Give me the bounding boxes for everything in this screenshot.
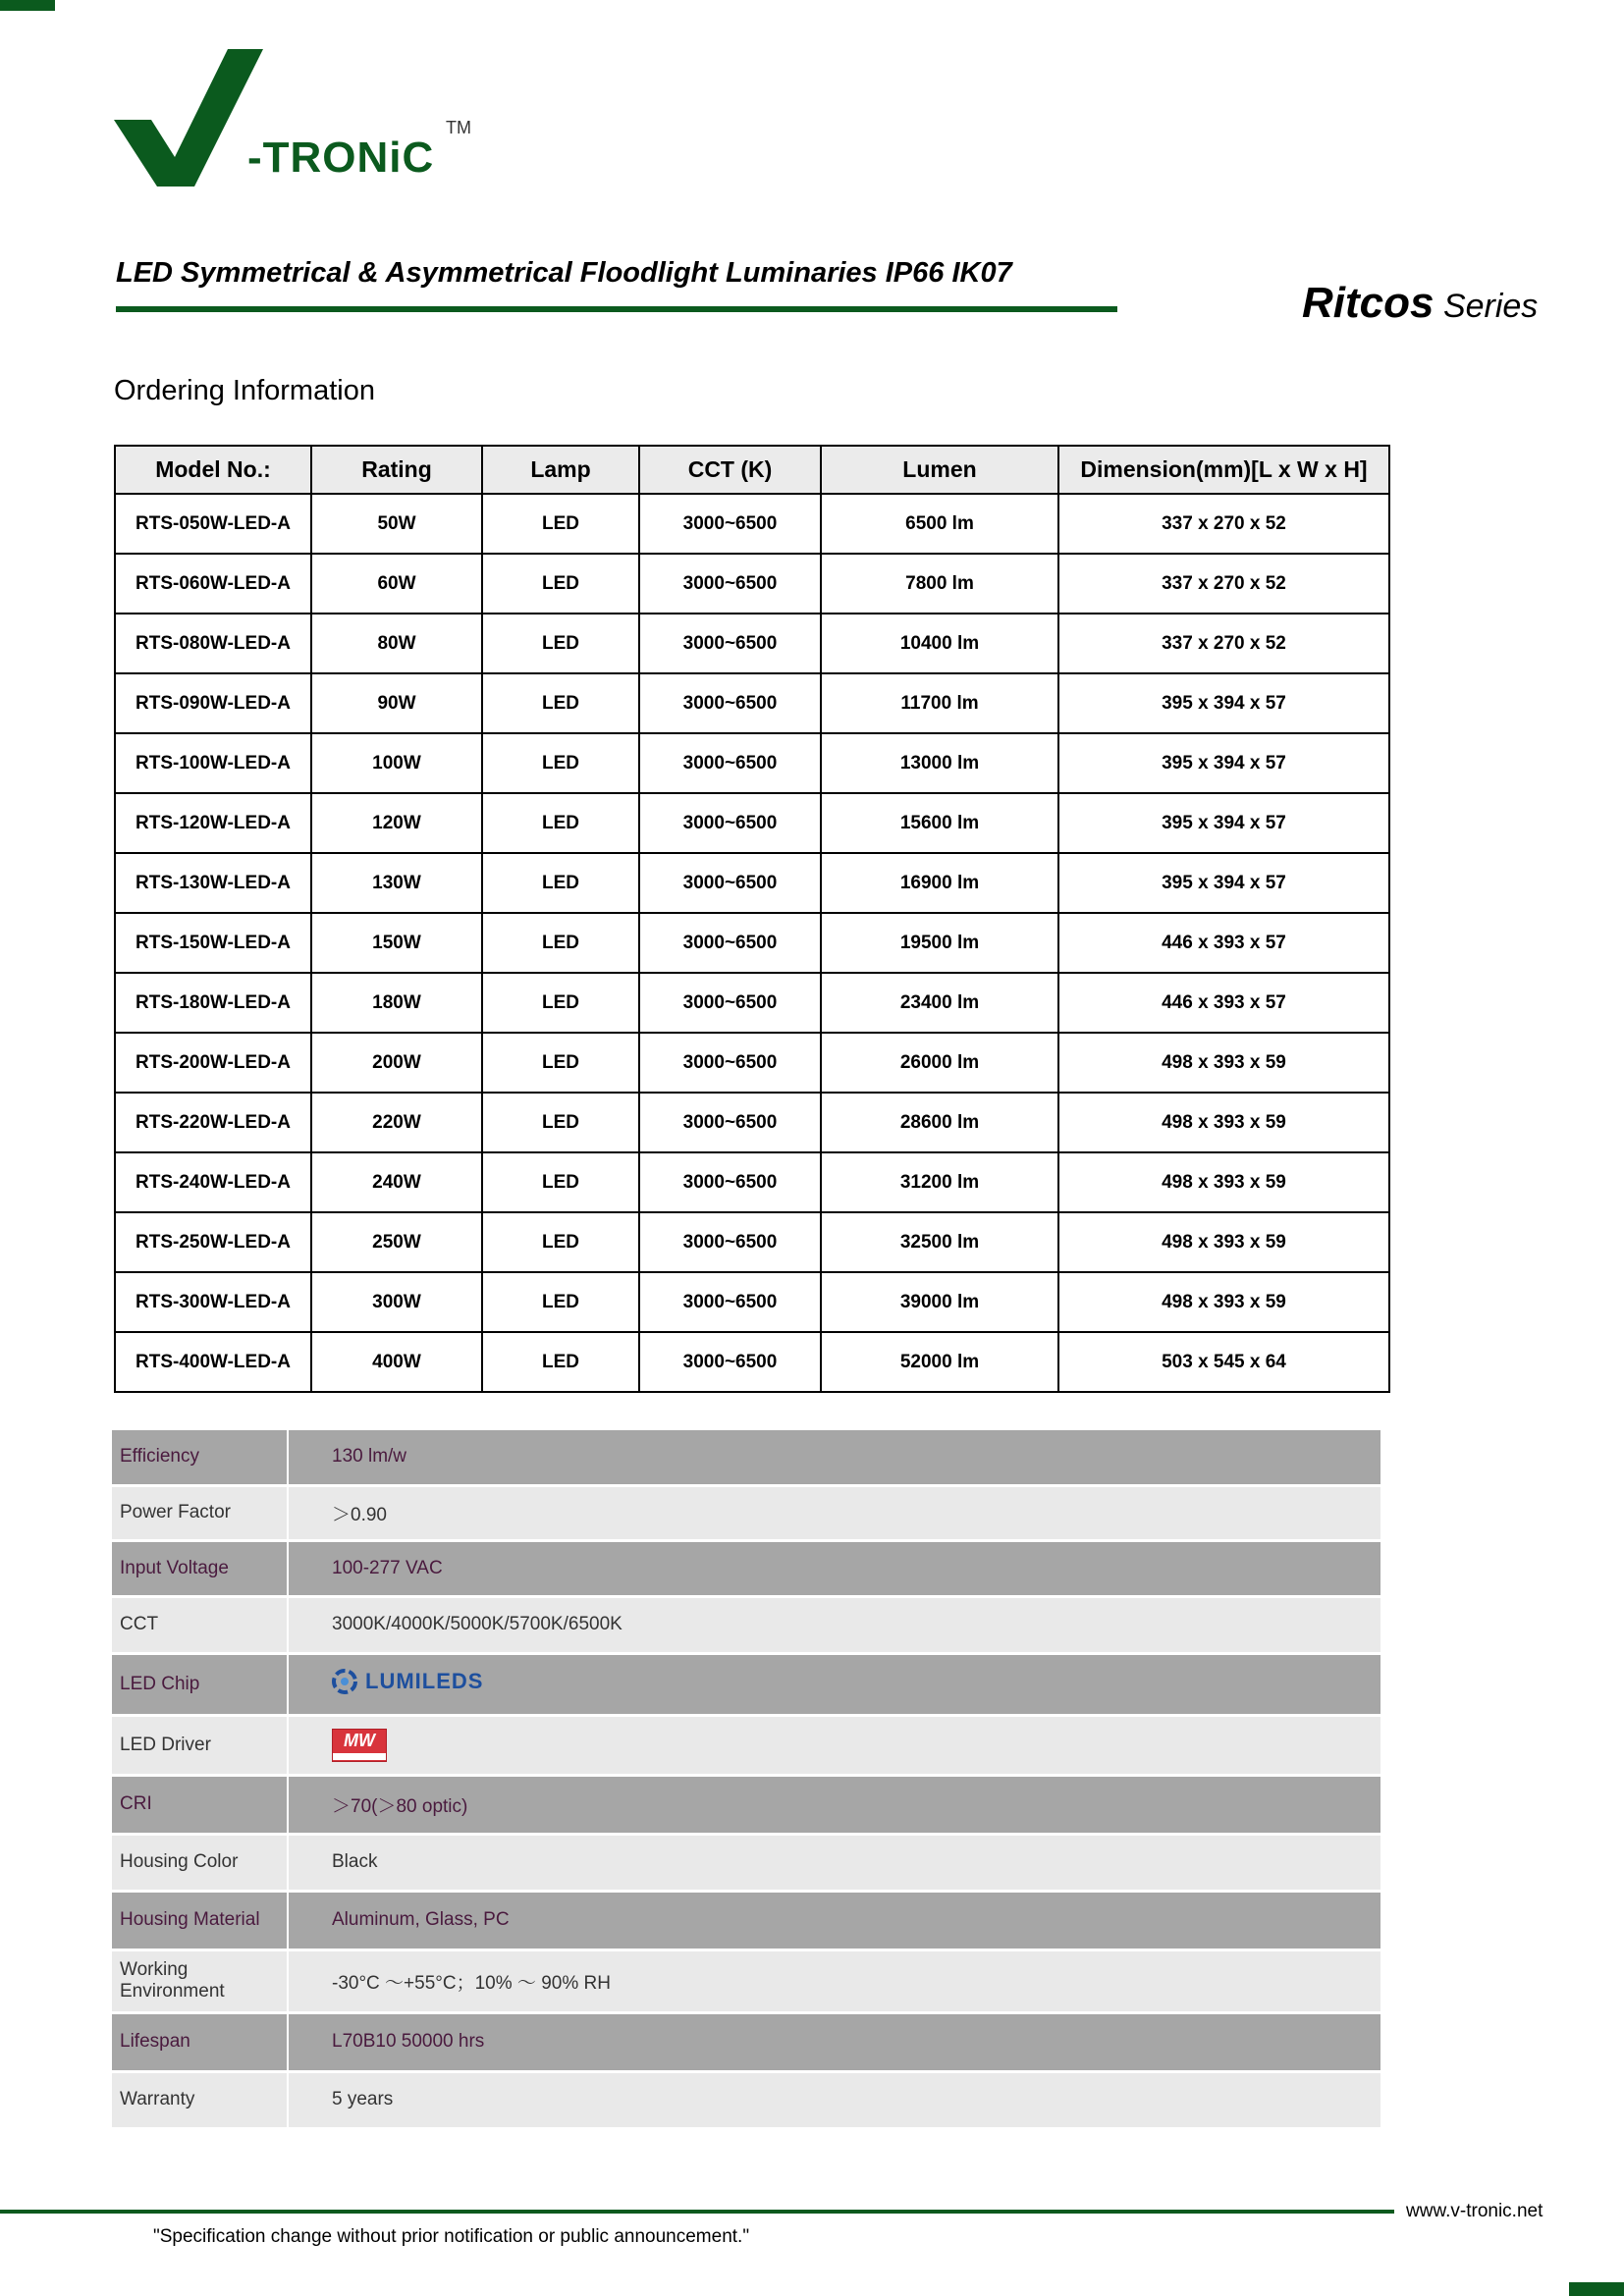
header-cct: CCT (K): [639, 446, 821, 494]
cell-rating: 150W: [311, 913, 482, 973]
corner-accent-bottom: [1569, 2282, 1624, 2296]
cell-cct: 3000~6500: [639, 1272, 821, 1332]
spec-row: [112, 1540, 1380, 1596]
table-row: [115, 494, 1389, 554]
spec-row: [112, 1891, 1380, 1949]
cell-lumen: 7800 lm: [821, 554, 1058, 614]
logo-text: -TRONiC: [247, 133, 435, 182]
cell-lumen: 26000 lm: [821, 1033, 1058, 1093]
table-row: [115, 793, 1389, 853]
cell-dimension: 498 x 393 x 59: [1058, 1212, 1389, 1272]
series-title: [1302, 279, 1538, 328]
table-row: [115, 614, 1389, 673]
cell-dimension: 395 x 394 x 57: [1058, 793, 1389, 853]
cell-cct: 3000~6500: [639, 973, 821, 1033]
table-row: [115, 554, 1389, 614]
footer-rule: [0, 2210, 1394, 2214]
cell-cct: 3000~6500: [639, 554, 821, 614]
spec-value: 100-277 VAC: [288, 1540, 1380, 1596]
ordering-table-header: [115, 446, 1389, 494]
cell-dimension: 498 x 393 x 59: [1058, 1272, 1389, 1332]
cell-cct: 3000~6500: [639, 1212, 821, 1272]
spec-label: Housing Material: [112, 1891, 288, 1949]
cell-cct: 3000~6500: [639, 614, 821, 673]
cell-rating: 60W: [311, 554, 482, 614]
cell-lamp: LED: [482, 1332, 639, 1392]
cell-lumen: 10400 lm: [821, 614, 1058, 673]
table-row: [115, 1033, 1389, 1093]
spec-label: Warranty: [112, 2071, 288, 2128]
cell-dimension: 498 x 393 x 59: [1058, 1152, 1389, 1212]
footer-website-link[interactable]: www.v-tronic.net: [1406, 2201, 1543, 2221]
cell-dimension: 395 x 394 x 57: [1058, 853, 1389, 913]
cell-lumen: 15600 lm: [821, 793, 1058, 853]
cell-lamp: LED: [482, 793, 639, 853]
cell-rating: 200W: [311, 1033, 482, 1093]
spec-value: 130 lm/w: [288, 1430, 1380, 1485]
spec-label: Power Factor: [112, 1485, 288, 1540]
spec-label: LED Driver: [112, 1715, 288, 1775]
table-row: [115, 1152, 1389, 1212]
cell-model: RTS-300W-LED-A: [115, 1272, 311, 1332]
cell-lamp: LED: [482, 1093, 639, 1152]
cell-dimension: 446 x 393 x 57: [1058, 973, 1389, 1033]
cell-rating: 180W: [311, 973, 482, 1033]
header-dimension: Dimension(mm)[L x W x H]: [1058, 446, 1389, 494]
section-title: Ordering Information: [114, 375, 375, 406]
meanwell-logo-text: MW: [344, 1730, 375, 1750]
cell-model: RTS-100W-LED-A: [115, 733, 311, 793]
series-suffix: Series: [1442, 288, 1539, 325]
header-rating: Rating: [311, 446, 482, 494]
spec-value: Black: [288, 1834, 1380, 1891]
spec-row: [112, 1596, 1380, 1653]
spec-value: L70B10 50000 hrs: [288, 2012, 1380, 2071]
series-name: Ritcos: [1302, 279, 1435, 327]
lumileds-swirl-icon: [332, 1669, 357, 1694]
cell-model: RTS-150W-LED-A: [115, 913, 311, 973]
cell-lamp: LED: [482, 733, 639, 793]
cell-lumen: 13000 lm: [821, 733, 1058, 793]
table-row: [115, 1332, 1389, 1392]
document-title: LED Symmetrical & Asymmetrical Floodlight Luminaries IP66 IK07: [116, 257, 1012, 289]
spec-value: ＞0.90: [288, 1485, 1380, 1540]
table-row: [115, 1212, 1389, 1272]
header-model: Model No.:: [115, 446, 311, 494]
spec-row: [112, 1653, 1380, 1715]
meanwell-logo-icon: [332, 1729, 387, 1762]
cell-lumen: 52000 lm: [821, 1332, 1058, 1392]
cell-model: RTS-240W-LED-A: [115, 1152, 311, 1212]
spec-label: Input Voltage: [112, 1540, 288, 1596]
cell-lumen: 39000 lm: [821, 1272, 1058, 1332]
header-lamp: Lamp: [482, 446, 639, 494]
spec-value: 5 years: [288, 2071, 1380, 2128]
table-row: [115, 1093, 1389, 1152]
cell-lumen: 32500 lm: [821, 1212, 1058, 1272]
cell-lamp: LED: [482, 554, 639, 614]
cell-rating: 400W: [311, 1332, 482, 1392]
spec-row: [112, 1430, 1380, 1485]
ordering-table: [114, 445, 1390, 1393]
spec-label: Efficiency: [112, 1430, 288, 1485]
cell-dimension: 337 x 270 x 52: [1058, 614, 1389, 673]
cell-cct: 3000~6500: [639, 673, 821, 733]
cell-model: RTS-400W-LED-A: [115, 1332, 311, 1392]
cell-lamp: LED: [482, 913, 639, 973]
cell-cct: 3000~6500: [639, 1152, 821, 1212]
cell-lumen: 6500 lm: [821, 494, 1058, 554]
specification-table: [112, 1430, 1380, 2130]
cell-lamp: LED: [482, 1272, 639, 1332]
cell-model: RTS-180W-LED-A: [115, 973, 311, 1033]
cell-dimension: 503 x 545 x 64: [1058, 1332, 1389, 1392]
cell-cct: 3000~6500: [639, 494, 821, 554]
lumileds-logo-text: LUMILEDS: [365, 1668, 484, 1693]
cell-lamp: LED: [482, 1033, 639, 1093]
cell-rating: 120W: [311, 793, 482, 853]
cell-lamp: LED: [482, 1212, 639, 1272]
table-row: [115, 913, 1389, 973]
trademark-mark: TM: [446, 118, 471, 137]
spec-row: [112, 1834, 1380, 1891]
spec-label: CRI: [112, 1775, 288, 1834]
cell-dimension: 498 x 393 x 59: [1058, 1093, 1389, 1152]
spec-row: [112, 1485, 1380, 1540]
cell-cct: 3000~6500: [639, 1093, 821, 1152]
cell-model: RTS-130W-LED-A: [115, 853, 311, 913]
cell-model: RTS-060W-LED-A: [115, 554, 311, 614]
cell-rating: 50W: [311, 494, 482, 554]
spec-row: [112, 1949, 1380, 2012]
spec-value: 3000K/4000K/5000K/5700K/6500K: [288, 1596, 1380, 1653]
spec-label: Working Environment: [112, 1949, 288, 2012]
cell-lamp: LED: [482, 973, 639, 1033]
cell-dimension: 337 x 270 x 52: [1058, 494, 1389, 554]
cell-lamp: LED: [482, 614, 639, 673]
cell-model: RTS-080W-LED-A: [115, 614, 311, 673]
cell-model: RTS-090W-LED-A: [115, 673, 311, 733]
cell-model: RTS-250W-LED-A: [115, 1212, 311, 1272]
cell-model: RTS-050W-LED-A: [115, 494, 311, 554]
vtronic-logo: [114, 47, 487, 194]
header-lumen: Lumen: [821, 446, 1058, 494]
table-row: [115, 673, 1389, 733]
cell-rating: 250W: [311, 1212, 482, 1272]
cell-lumen: 31200 lm: [821, 1152, 1058, 1212]
cell-lumen: 28600 lm: [821, 1093, 1058, 1152]
cell-lamp: LED: [482, 673, 639, 733]
spec-row: [112, 1715, 1380, 1775]
cell-cct: 3000~6500: [639, 733, 821, 793]
cell-cct: 3000~6500: [639, 793, 821, 853]
table-row: [115, 1272, 1389, 1332]
cell-lamp: LED: [482, 853, 639, 913]
spec-value: -30°C ～+55°C；10% ～ 90% RH: [288, 1949, 1380, 2012]
cell-lamp: LED: [482, 1152, 639, 1212]
footer-disclaimer: "Specification change without prior notification or public announcement.": [153, 2226, 750, 2247]
cell-lumen: 23400 lm: [821, 973, 1058, 1033]
table-row: [115, 733, 1389, 793]
cell-model: RTS-200W-LED-A: [115, 1033, 311, 1093]
cell-rating: 90W: [311, 673, 482, 733]
cell-model: RTS-220W-LED-A: [115, 1093, 311, 1152]
spec-row: [112, 1775, 1380, 1834]
cell-model: RTS-120W-LED-A: [115, 793, 311, 853]
cell-rating: 130W: [311, 853, 482, 913]
lumileds-logo: [288, 1653, 1380, 1715]
cell-cct: 3000~6500: [639, 1332, 821, 1392]
spec-row: [112, 2012, 1380, 2071]
meanwell-logo: [288, 1715, 1380, 1775]
cell-rating: 300W: [311, 1272, 482, 1332]
cell-lamp: LED: [482, 494, 639, 554]
cell-lumen: 11700 lm: [821, 673, 1058, 733]
spec-value: ＞70(＞80 optic): [288, 1775, 1380, 1834]
title-underline: [116, 306, 1117, 312]
spec-label: CCT: [112, 1596, 288, 1653]
cell-rating: 240W: [311, 1152, 482, 1212]
cell-dimension: 337 x 270 x 52: [1058, 554, 1389, 614]
spec-label: LED Chip: [112, 1653, 288, 1715]
cell-rating: 80W: [311, 614, 482, 673]
spec-label: Housing Color: [112, 1834, 288, 1891]
cell-cct: 3000~6500: [639, 913, 821, 973]
cell-dimension: 395 x 394 x 57: [1058, 733, 1389, 793]
cell-rating: 100W: [311, 733, 482, 793]
cell-lumen: 19500 lm: [821, 913, 1058, 973]
corner-accent-top: [0, 0, 55, 11]
cell-cct: 3000~6500: [639, 1033, 821, 1093]
cell-dimension: 395 x 394 x 57: [1058, 673, 1389, 733]
spec-row: [112, 2071, 1380, 2128]
cell-dimension: 446 x 393 x 57: [1058, 913, 1389, 973]
cell-lumen: 16900 lm: [821, 853, 1058, 913]
cell-cct: 3000~6500: [639, 853, 821, 913]
table-row: [115, 973, 1389, 1033]
cell-rating: 220W: [311, 1093, 482, 1152]
spec-label: Lifespan: [112, 2012, 288, 2071]
table-row: [115, 853, 1389, 913]
cell-dimension: 498 x 393 x 59: [1058, 1033, 1389, 1093]
spec-value: Aluminum, Glass, PC: [288, 1891, 1380, 1949]
